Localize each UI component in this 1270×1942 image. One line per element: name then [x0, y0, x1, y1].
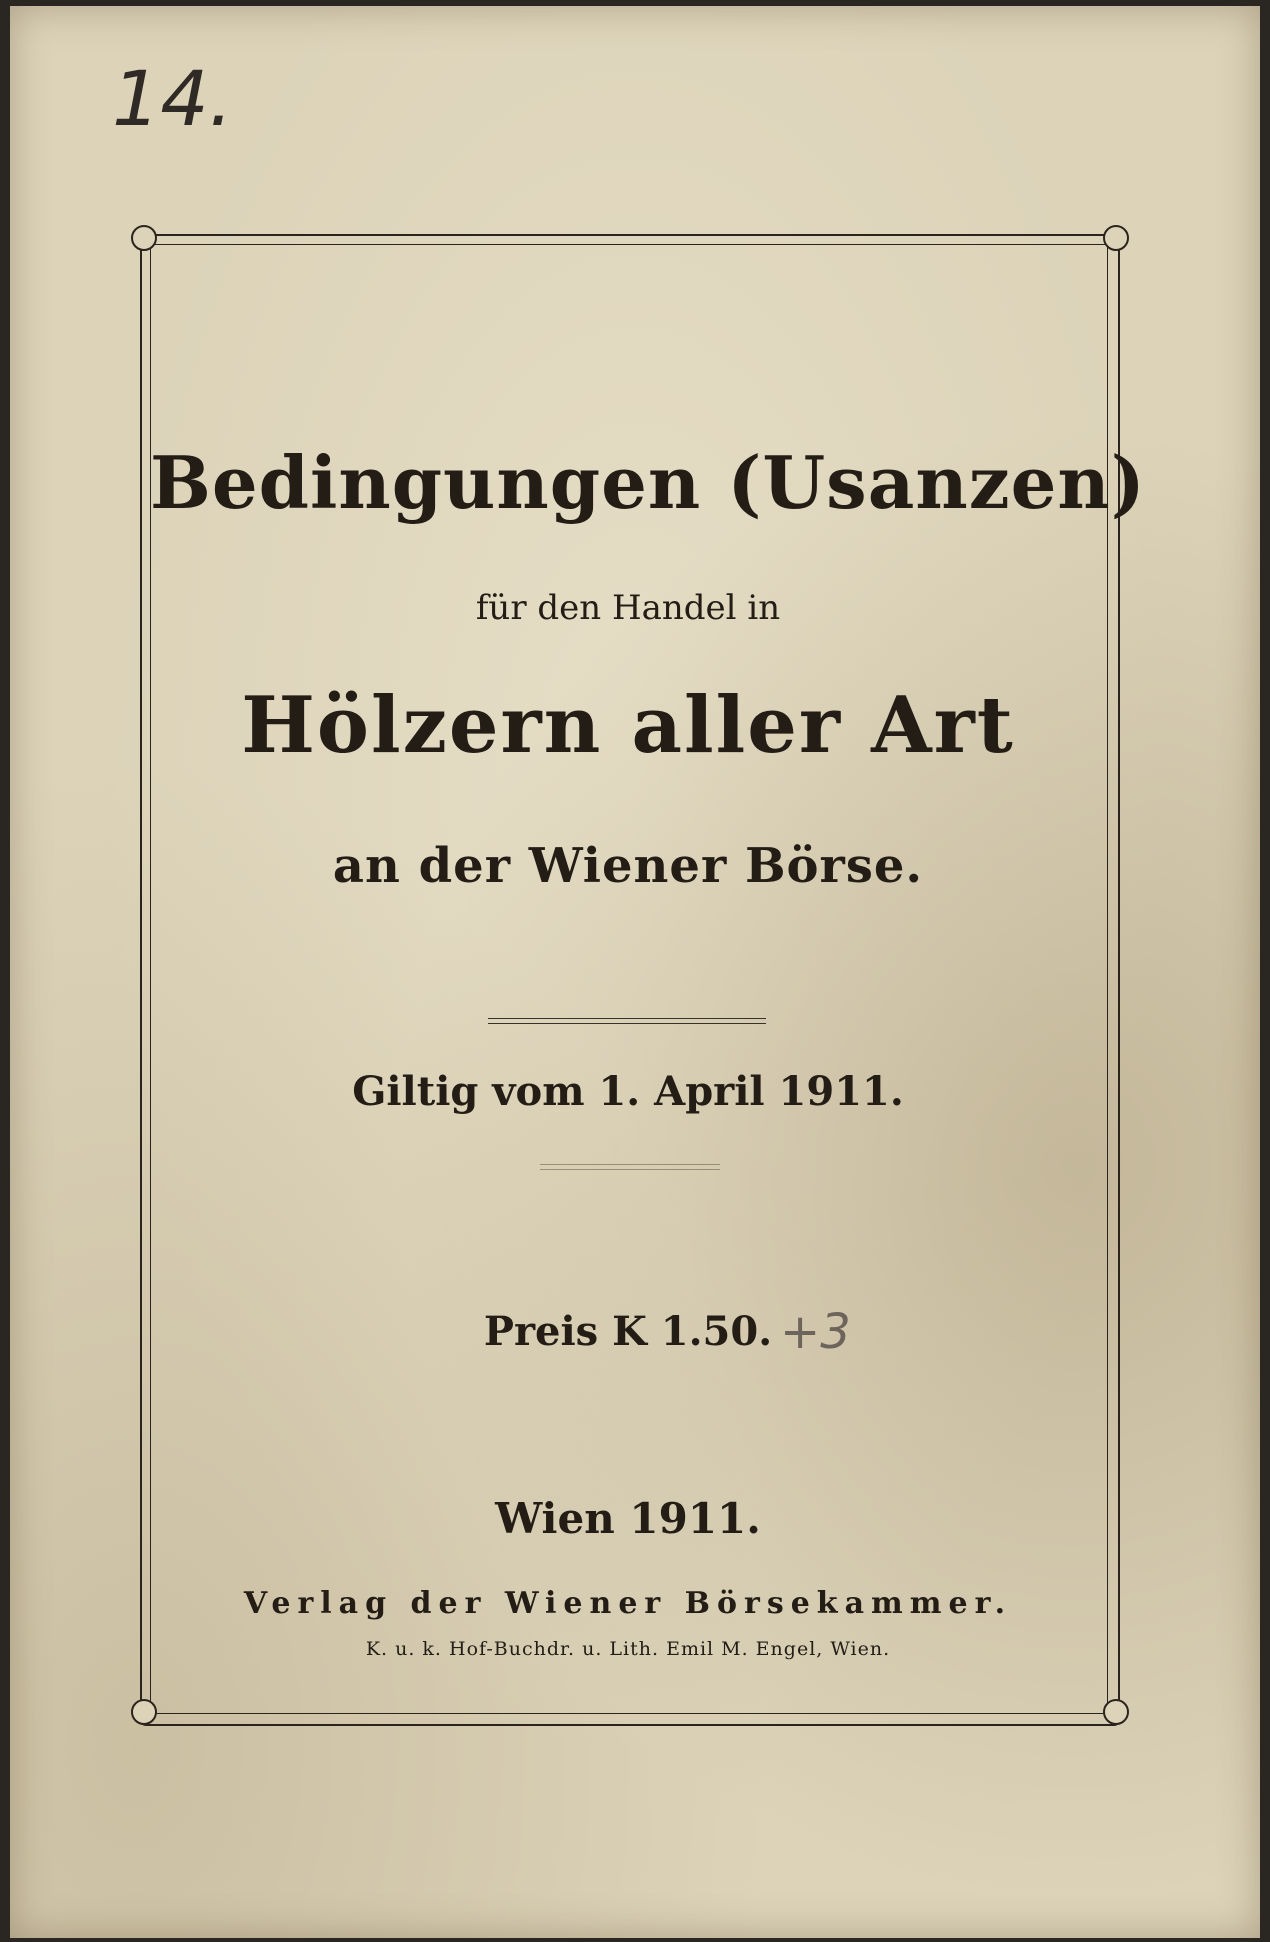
price: Preis K 1.50. [483, 1308, 773, 1355]
title-line-2: für den Handel in [475, 588, 781, 628]
frame-corner-ornament [131, 225, 157, 251]
city-year: Wien 1911. [495, 1494, 761, 1543]
printer-imprint: K. u. k. Hof-Buchdr. u. Lith. Emil M. Engel, Wien. [365, 1638, 891, 1660]
handwritten-number: 14. [112, 54, 233, 143]
title-line-1: Bedingungen (Usanzen) [150, 440, 1146, 525]
frame-corner-ornament [131, 1699, 157, 1725]
frame-corner-ornament [1103, 1699, 1129, 1725]
validity-date: Giltig vom 1. April 1911. [352, 1068, 904, 1115]
title-line-4: an der Wiener Börse. [332, 838, 924, 894]
publisher: Verlag der Wiener Börsekammer. [243, 1586, 1013, 1621]
title-line-3: Hölzern aller Art [241, 680, 1015, 771]
stamp-divider [540, 1164, 720, 1170]
handwritten-price-note: +3 [780, 1304, 851, 1360]
frame-corner-ornament [1103, 225, 1129, 251]
divider-rule [488, 1018, 766, 1024]
